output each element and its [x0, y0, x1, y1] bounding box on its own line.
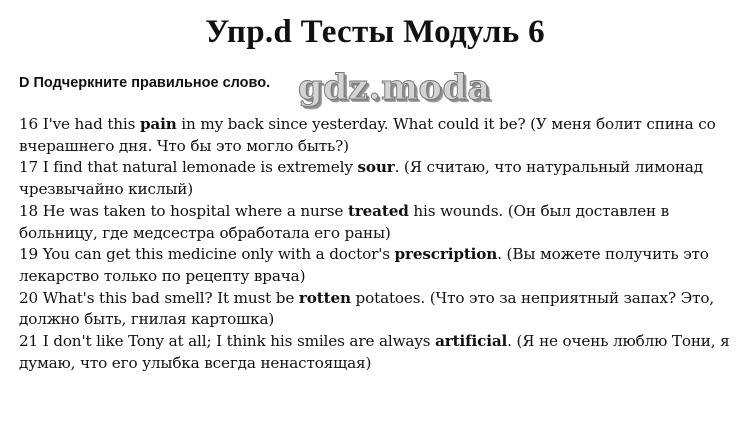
item-text-after: in my back since yesterday. What could it be? (У меня болит спина со вчерашнего дня. Что бы это могло быть?): [19, 115, 716, 155]
item-text-before: You can get this medicine only with a doctor's: [42, 245, 395, 264]
exercise-instruction: D Подчеркните правильное слово.: [19, 75, 271, 91]
item-answer: prescription: [394, 245, 498, 264]
exercise-item-16: [19, 114, 739, 157]
item-answer: rotten: [298, 288, 351, 307]
exercise-item-19: [19, 244, 739, 287]
item-number: 18: [19, 201, 39, 220]
item-text-before: I don't like Tony at all; I think his smiles are always: [42, 332, 436, 351]
item-number: 16: [19, 115, 39, 133]
exercise-item-20: [19, 288, 739, 331]
watermark-logo: gdz.moda: [298, 67, 491, 108]
exercise-item-18: [19, 201, 739, 244]
item-answer: sour: [357, 158, 395, 177]
item-answer: artificial: [435, 332, 508, 351]
item-number: 20: [19, 288, 39, 307]
exercise-item-17: [19, 157, 739, 200]
item-answer: treated: [347, 201, 409, 220]
exercise-items: [19, 114, 739, 374]
item-text-before: He was taken to hospital where a nurse: [42, 201, 348, 220]
exercise-item-21: [19, 331, 739, 374]
page-title: Упр.d Тесты Модуль 6: [205, 14, 545, 50]
item-text-after: his wounds. (Он был доставлен в больницу, где медсестра обработала его раны): [19, 201, 670, 242]
item-text-before: I find that natural lemonade is extremely: [42, 158, 358, 177]
item-text-after: . (Я не очень люблю Тони, я думаю, что его улыбка всегда ненастоящая): [19, 332, 730, 372]
item-number: 21: [19, 332, 39, 351]
item-text-before: I've had this: [42, 115, 140, 133]
item-text-before: What's this bad smell? It must be: [42, 288, 299, 307]
item-number: 17: [19, 158, 39, 177]
item-text-after: . (Вы можете получить это лекарство только по рецепту врача): [19, 245, 709, 285]
item-text-after: potatoes. (Что это за неприятный запах? Это, должно быть, гнилая картошка): [19, 288, 715, 329]
item-number: 19: [19, 245, 39, 264]
item-text-after: . (Я считаю, что натуральный лимонад чрезвычайно кислый): [19, 158, 703, 199]
item-answer: pain: [139, 115, 177, 133]
